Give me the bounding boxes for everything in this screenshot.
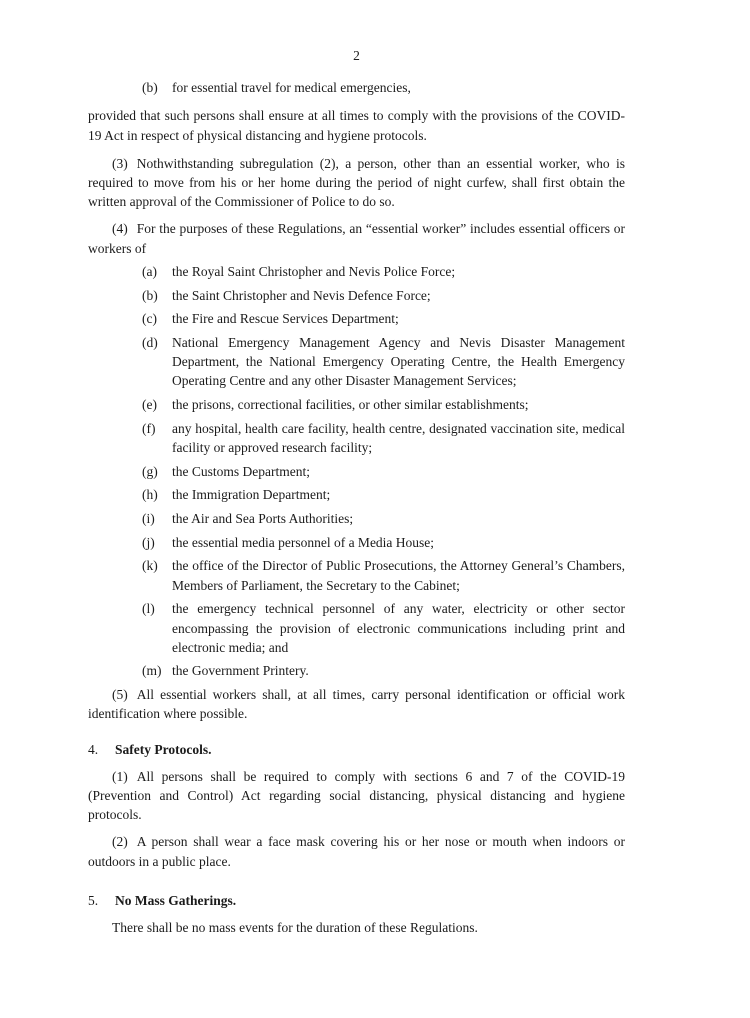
section-5-number: 5. xyxy=(88,892,99,908)
list-item-text: the Fire and Rescue Services Department; xyxy=(172,311,399,327)
list-item-label: (i) xyxy=(142,511,155,527)
paragraph-provided: provided that such persons shall ensure at all times to comply with the provisions of the COVID-19 Act in respect of physical distancing and hygiene protocols. xyxy=(88,108,625,143)
list-item-prisons xyxy=(88,395,625,414)
list-item-label: (k) xyxy=(142,558,158,574)
list-item-defence-force xyxy=(88,286,625,305)
paragraph-4-number: (4) xyxy=(112,221,128,237)
list-item-emergency-management xyxy=(88,333,625,391)
list-item-media xyxy=(88,533,625,552)
section-5-heading xyxy=(88,891,625,910)
section-5-paragraph-1: There shall be no mass events for the duration of these Regulations. xyxy=(112,920,478,936)
paragraph-3-text: Nothwithstanding subregulation (2), a person, other than an essential worker, who is required to move from his or her home during the period of night curfew, shall first obtain the written approval of the Commissioner of Police to do so. xyxy=(88,155,625,210)
paragraph-4-text: For the purposes of these Regulations, an “essential worker” includes essential officers or workers of xyxy=(88,221,625,256)
list-item-text: any hospital, health care facility, health centre, designated vaccination site, medical facility or approved research facility; xyxy=(172,420,625,455)
section-4-paragraph-1-text: All persons shall be required to comply with sections 6 and 7 of the COVID-19 (Prevention and Control) Act regarding social distancing, physical distancing and hygiene protocols. xyxy=(88,768,625,823)
section-4-paragraph-2-text: A person shall wear a face mask covering his or her nose or mouth when indoors or outdoors in a public place. xyxy=(88,834,625,869)
paragraph-3-number: (3) xyxy=(112,155,128,171)
list-item-label: (j) xyxy=(142,534,155,550)
list-item-text: the Royal Saint Christopher and Nevis Police Force; xyxy=(172,263,456,279)
list-item-text: for essential travel for medical emergencies, xyxy=(172,80,411,96)
list-item-customs xyxy=(88,462,625,481)
list-item-essential-travel xyxy=(88,78,625,97)
section-4-paragraph-1 xyxy=(88,767,625,825)
paragraph-5 xyxy=(88,685,625,723)
list-item-label: (m) xyxy=(142,663,162,679)
section-4-title: Safety Protocols. xyxy=(115,741,212,757)
list-item-fire-rescue xyxy=(88,309,625,328)
list-item-text: the Customs Department; xyxy=(172,463,310,479)
list-item-label: (g) xyxy=(142,463,158,479)
list-item-text: the Saint Christopher and Nevis Defence Force; xyxy=(172,287,431,303)
list-item-dpp-office xyxy=(88,556,625,594)
list-item-technical-personnel xyxy=(88,599,625,657)
list-item-text: the essential media personnel of a Media House; xyxy=(172,534,435,550)
list-item-label: (l) xyxy=(142,601,155,617)
list-item-label: (b) xyxy=(142,80,158,96)
list-item-text: the prisons, correctional facilities, or other similar establishments; xyxy=(172,397,529,413)
paragraph-5-text: All essential workers shall, at all times, carry personal identification or official work identification where possible. xyxy=(88,687,625,722)
list-item-label: (h) xyxy=(142,487,158,503)
list-item-text: the Government Printery. xyxy=(172,663,309,679)
list-item-text: National Emergency Management Agency and Nevis Disaster Management Department, the National Emergency Operating Centre, the Health Emergency Operating Centre and any other Disaster Management Services; xyxy=(172,334,625,389)
paragraph-5-number: (5) xyxy=(112,687,128,703)
list-item-label: (d) xyxy=(142,334,158,350)
list-item-text: the office of the Director of Public Prosecutions, the Attorney General’s Chambers, Members of Parliament, the Secretary to the Cabinet; xyxy=(172,558,625,593)
section-5-title: No Mass Gatherings. xyxy=(115,892,237,908)
section-4-number: 4. xyxy=(88,741,99,757)
list-item-text: the Immigration Department; xyxy=(172,487,331,503)
list-item-police-force xyxy=(88,262,625,281)
list-item-label: (c) xyxy=(142,311,157,327)
list-item-label: (e) xyxy=(142,397,157,413)
section-4-heading xyxy=(88,740,625,759)
list-item-text: the emergency technical personnel of any water, electricity or other sector encompassing the provision of electronic communications including print and electronic media; and xyxy=(172,601,625,655)
paragraph-4 xyxy=(88,219,625,257)
list-item-government-printery xyxy=(88,661,625,680)
list-item-ports-authorities xyxy=(88,509,625,528)
list-item-immigration xyxy=(88,485,625,504)
list-item-label: (b) xyxy=(142,287,158,303)
section-4-paragraph-2 xyxy=(88,832,625,870)
paragraph-3 xyxy=(88,154,625,212)
page-number: 2 xyxy=(353,48,360,63)
section-4-paragraph-2-number: (2) xyxy=(112,834,128,850)
list-item-text: the Air and Sea Ports Authorities; xyxy=(172,511,354,527)
list-item-label: (a) xyxy=(142,263,157,279)
section-4-paragraph-1-number: (1) xyxy=(112,768,128,784)
list-item-label: (f) xyxy=(142,420,156,436)
list-item-hospital xyxy=(88,419,625,457)
